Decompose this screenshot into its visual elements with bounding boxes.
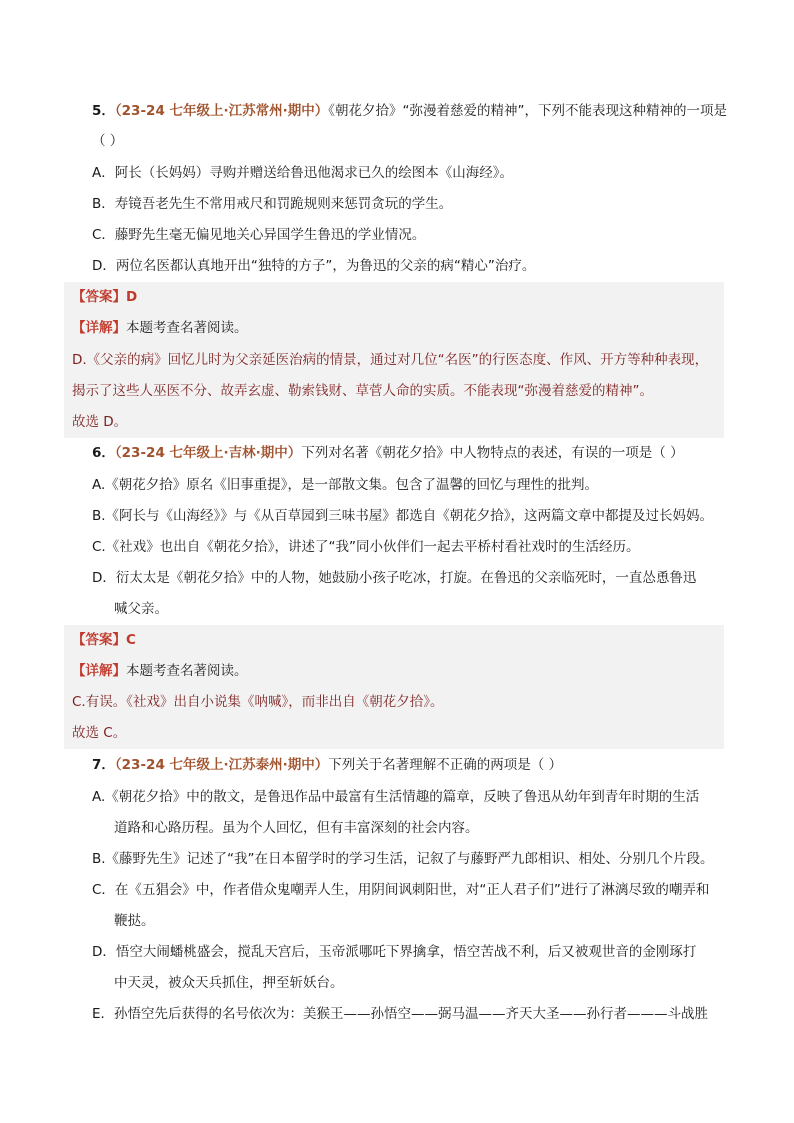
answer-value: C [126,632,136,648]
question-number: 5． [92,103,115,119]
q5-option-c: C．藤野先生毫无偏见地关心异国学生鲁迅的学业情况。 [92,227,426,243]
answer-tag: 【答案】 [72,289,126,305]
q5-detail [72,313,722,343]
detail-tag: 【详解】 [72,663,126,679]
q7-option-a: A.《朝花夕拾》中的散文，是鲁迅作品中最富有生活情趣的篇章，反映了鲁迅从幼年到青年时期的生活 [92,789,700,805]
question-7-stem [92,750,732,780]
question-source: （23-24 七年级上·江苏常州·期中） [114,103,329,119]
q6-option-c: C.《社戏》也出自《朝花夕拾》，讲述了“我”同小伙伴们一起去平桥村看社戏时的生活经历。 [92,539,640,555]
q6-choose: 故选 C。 [72,725,127,741]
question-5-paren: （ ） [92,133,124,149]
q6-option-a: A.《朝花夕拾》原名《旧事重提》，是一部散文集。包含了温馨的回忆与理性的批判。 [92,477,599,493]
q6-option-d: D．衍太太是《朝花夕拾》中的人物，她鼓励小孩子吃冰，打旋。在鲁迅的父亲临死时，一直怂恿鲁迅 [92,570,697,586]
q7-option-b: B.《藤野先生》记述了“我”在日本留学时的学习生活，记叙了与藤野严九郎相识、相处、分别几个片段。 [92,851,714,867]
q5-option-a: A．阿长（长妈妈）寻购并赠送给鲁迅他渴求已久的绘图本《山海经》。 [92,165,513,181]
q5-option-d: D．两位名医都认真地开出“独特的方子”，为鲁迅的父亲的病“精心”治疗。 [92,258,536,274]
q6-detail [72,656,722,686]
question-source: （23-24 七年级上·江苏泰州·期中） [114,757,329,773]
q5-option-b: B．寿镜吾老先生不常用戒尺和罚跪规则来惩罚贪玩的学生。 [92,196,453,212]
q7-option-d-continued: 中天灵，被众天兵抓住，押至斩妖台。 [114,975,344,991]
q5-choose: 故选 D。 [72,414,128,430]
question-text: 下列关于名著理解不正确的两项是（ ） [328,757,563,773]
q5-answer [72,282,722,312]
question-number: 7． [92,757,115,773]
answer-value: D [126,289,138,305]
question-text: 下列对名著《朝花夕拾》中人物特点的表述，有误的一项是（ ） [301,445,684,461]
q5-explain-line-2: 揭示了这些人巫医不分、故弄玄虚、勒索钱财、草菅人命的实质。不能表现“弥漫着慈爱的精神”。 [72,383,653,399]
question-6-stem [92,438,732,468]
question-5-stem [92,96,732,126]
q7-option-a-continued: 道路和心路历程。虽为个人回忆，但有丰富深刻的社会内容。 [114,820,479,836]
q7-option-e: E．孙悟空先后获得的名号依次为：美猴王——孙悟空——弼马温——齐天大圣——孙行者———斗战胜 [92,1006,709,1022]
q6-explain-line-1: C.有误。《社戏》出自小说集《呐喊》，而非出自《朝花夕拾》。 [72,694,444,710]
q6-answer [72,625,722,655]
detail-text: 本题考查名著阅读。 [126,663,248,679]
answer-tag: 【答案】 [72,632,126,648]
q7-option-c: C．在《五猖会》中，作者借众鬼嘲弄人生，用阴间讽刺阳世，对“正人君子们”进行了淋漓尽致的嘲弄和 [92,882,710,898]
q6-option-d-continued: 喊父亲。 [114,601,168,617]
q7-option-d: D．悟空大闹蟠桃盛会，搅乱天宫后，玉帝派哪吒下界擒拿，悟空苦战不利，后又被观世音的金刚琢打 [92,944,697,960]
detail-tag: 【详解】 [72,320,126,336]
question-number: 6． [92,445,115,461]
question-text: 《朝花夕拾》“弥漫着慈爱的精神”，下列不能表现这种精神的一项是 [328,103,728,119]
detail-text: 本题考查名著阅读。 [126,320,248,336]
q6-option-b: B.《阿长与《山海经》》与《从百草园到三味书屋》都选自《朝花夕拾》，这两篇文章中都提及过长妈妈。 [92,508,714,524]
question-source: （23-24 七年级上·吉林·期中） [114,445,302,461]
q5-explain-line-1: D.《父亲的病》回忆儿时为父亲延医治病的情景，通过对几位“名医”的行医态度、作风、开方等种种表现， [72,352,709,368]
q7-option-c-continued: 鞭挞。 [114,913,155,929]
